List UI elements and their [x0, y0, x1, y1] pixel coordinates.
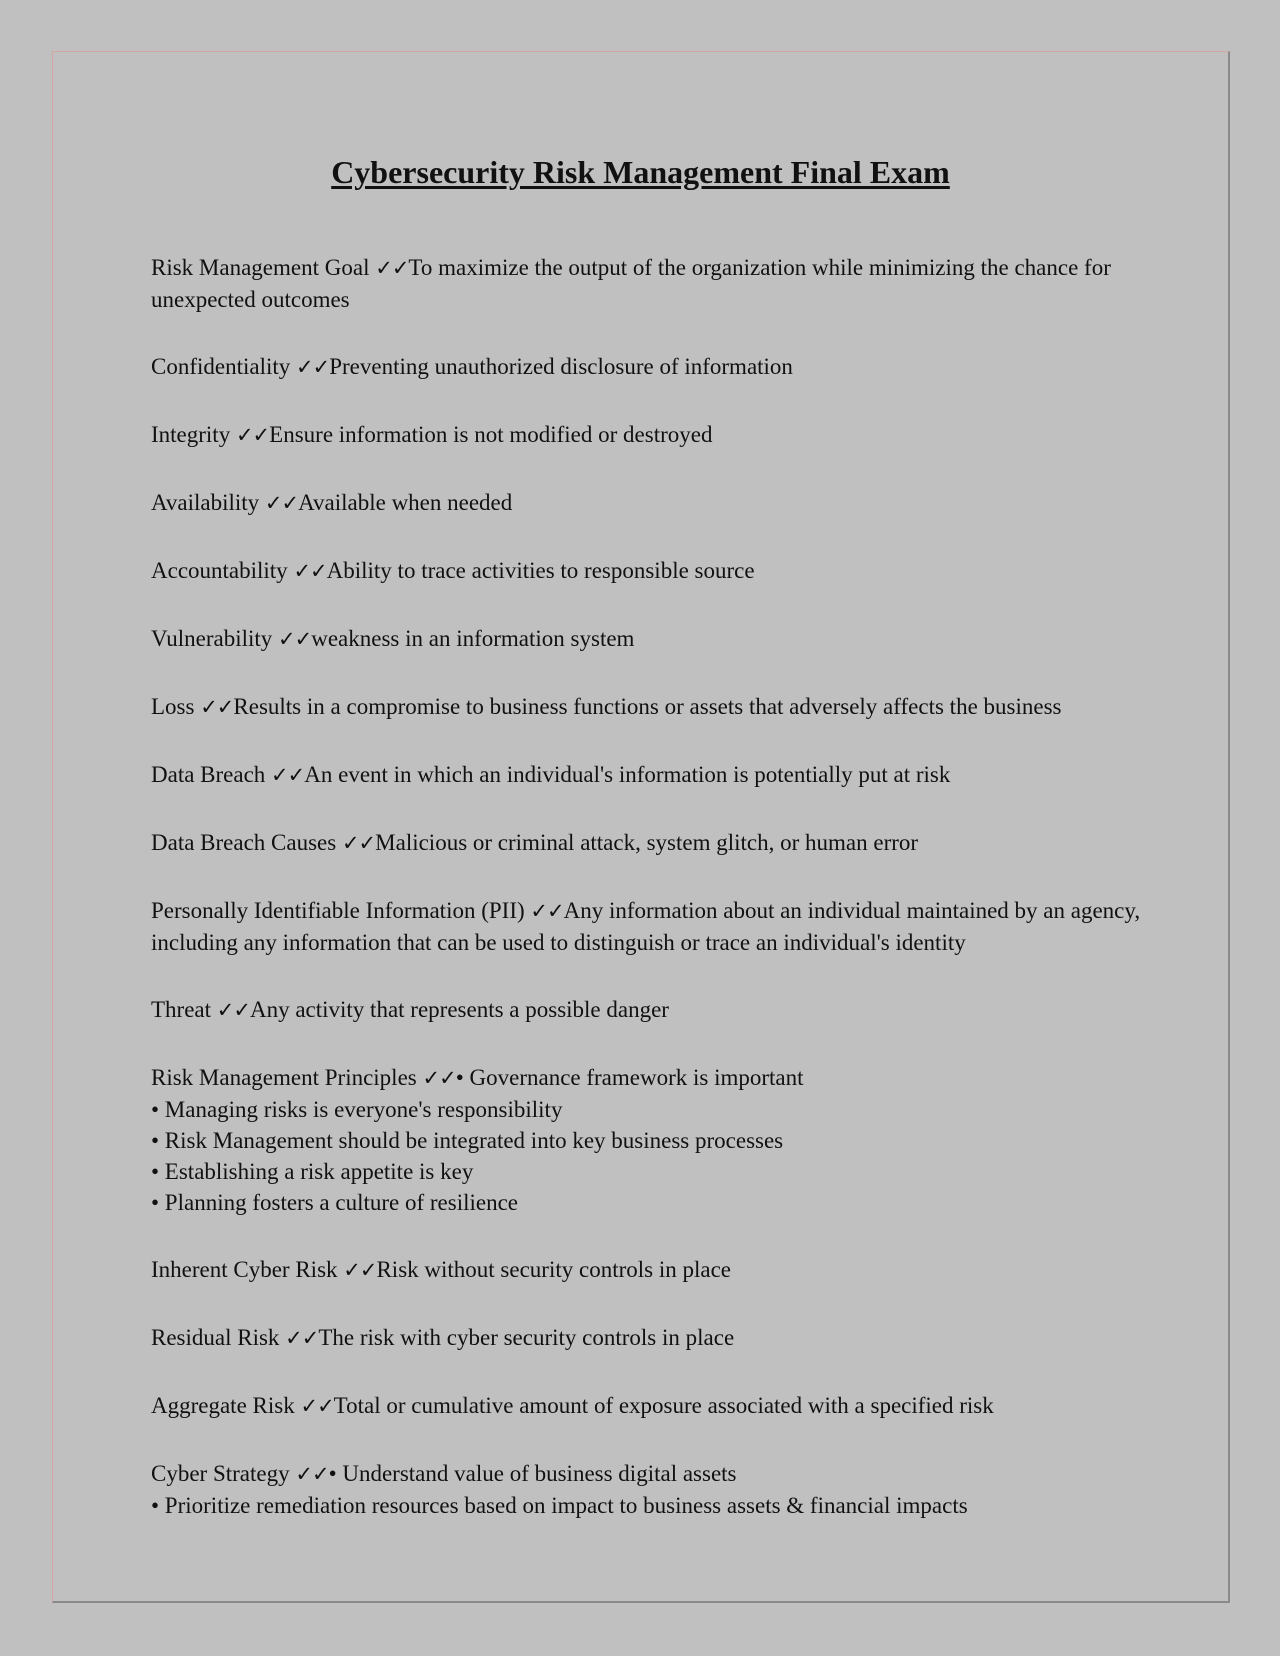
entry-term: Cyber Strategy [151, 1461, 290, 1486]
entry-term: Confidentiality [151, 354, 291, 379]
entry-definition: Ensure information is not modified or destroyed [269, 422, 713, 447]
entry-term: Residual Risk [151, 1325, 280, 1350]
double-check-icon: ✓✓ [216, 998, 250, 1022]
double-check-icon: ✓✓ [200, 695, 234, 719]
entry-definition: An event in which an individual's information is potentially put at risk [304, 762, 951, 787]
entry-term: Risk Management Goal [151, 255, 370, 280]
double-check-icon: ✓✓ [235, 423, 270, 447]
entry-term: Data Breach Causes [151, 830, 337, 855]
entry-item [151, 1254, 1161, 1286]
entry-term: Inherent Cyber Risk [151, 1257, 338, 1282]
entry-item [151, 555, 1161, 587]
entry-item [151, 351, 1161, 383]
entry-definition: Risk without security controls in place [376, 1257, 731, 1282]
double-check-icon: ✓✓ [422, 1066, 456, 1090]
entry-item [151, 623, 1161, 655]
entry-term: Availability [151, 490, 260, 515]
entry-definition: Any activity that represents a possible danger [249, 997, 669, 1022]
entry-definition: Ability to trace activities to responsible source [326, 558, 755, 583]
entry-definition: The risk with cyber security controls in place [318, 1325, 735, 1350]
entry-definition: weakness in an information system [311, 626, 635, 651]
double-check-icon: ✓✓ [285, 1326, 319, 1350]
entry-bullet-line: • Planning fosters a culture of resilience [151, 1190, 518, 1215]
double-check-icon: ✓✓ [375, 256, 409, 280]
entry-definition: Malicious or criminal attack, system glitch, or human error [375, 830, 919, 855]
double-check-icon: ✓✓ [295, 1462, 329, 1486]
entry-item [151, 1458, 1161, 1521]
document-page [52, 51, 1230, 1603]
entry-bullet-line: • Establishing a risk appetite is key [151, 1159, 474, 1184]
double-check-icon: ✓✓ [296, 355, 330, 379]
entry-term: Aggregate Risk [151, 1393, 295, 1418]
double-check-icon: ✓✓ [278, 627, 312, 651]
entry-item [151, 419, 1161, 451]
entry-item [151, 827, 1161, 859]
entry-definition: Preventing unauthorized disclosure of information [329, 354, 793, 379]
document-title: Cybersecurity Risk Management Final Exam [331, 154, 950, 190]
entry-definition: To maximize the output of the organization while minimizing the chance for unexpected outcomes [151, 255, 1111, 312]
entry-term: Vulnerability [151, 626, 273, 651]
entry-item [151, 1322, 1161, 1354]
double-check-icon: ✓✓ [271, 763, 305, 787]
double-check-icon: ✓✓ [300, 1394, 334, 1418]
entry-bullet-line: • Prioritize remediation resources based on impact to business assets & financial impacts [151, 1493, 968, 1518]
entry-bullet-line: • Managing risks is everyone's responsibility [151, 1097, 563, 1122]
entry-term: Data Breach [151, 762, 266, 787]
entry-term: Personally Identifiable Information (PII) [151, 898, 525, 923]
entry-item [151, 691, 1161, 723]
entry-term: Threat [151, 997, 212, 1022]
entry-term: Risk Management Principles [151, 1065, 417, 1090]
entry-bullet-line: • Risk Management should be integrated into key business processes [151, 1128, 784, 1153]
double-check-icon: ✓✓ [293, 559, 327, 583]
entry-definition: Total or cumulative amount of exposure associated with a specified risk [333, 1393, 994, 1418]
entry-item [151, 1390, 1161, 1422]
entry-term: Accountability [151, 558, 288, 583]
entry-definition: Available when needed [298, 490, 513, 515]
entry-item [151, 895, 1161, 958]
double-check-icon: ✓✓ [264, 491, 299, 515]
entry-item [151, 252, 1161, 315]
double-check-icon: ✓✓ [341, 831, 376, 855]
entry-term: Loss [151, 694, 195, 719]
entry-definition: Results in a compromise to business functions or assets that adversely affects the business [233, 694, 1062, 719]
entry-item [151, 759, 1161, 791]
entry-list [151, 252, 1161, 1557]
double-check-icon: ✓✓ [343, 1258, 377, 1282]
entry-item [151, 994, 1161, 1026]
entry-item [151, 1062, 1161, 1218]
entry-definition: Any information about an individual maintained by an agency, including any information that can be used to distinguish or trace an individual's identity [151, 898, 1141, 955]
entry-term: Integrity [151, 422, 231, 447]
double-check-icon: ✓✓ [530, 899, 564, 923]
entry-item [151, 487, 1161, 519]
entry-definition: • Governance framework is important [455, 1065, 804, 1090]
entry-definition: • Understand value of business digital assets [328, 1461, 737, 1486]
